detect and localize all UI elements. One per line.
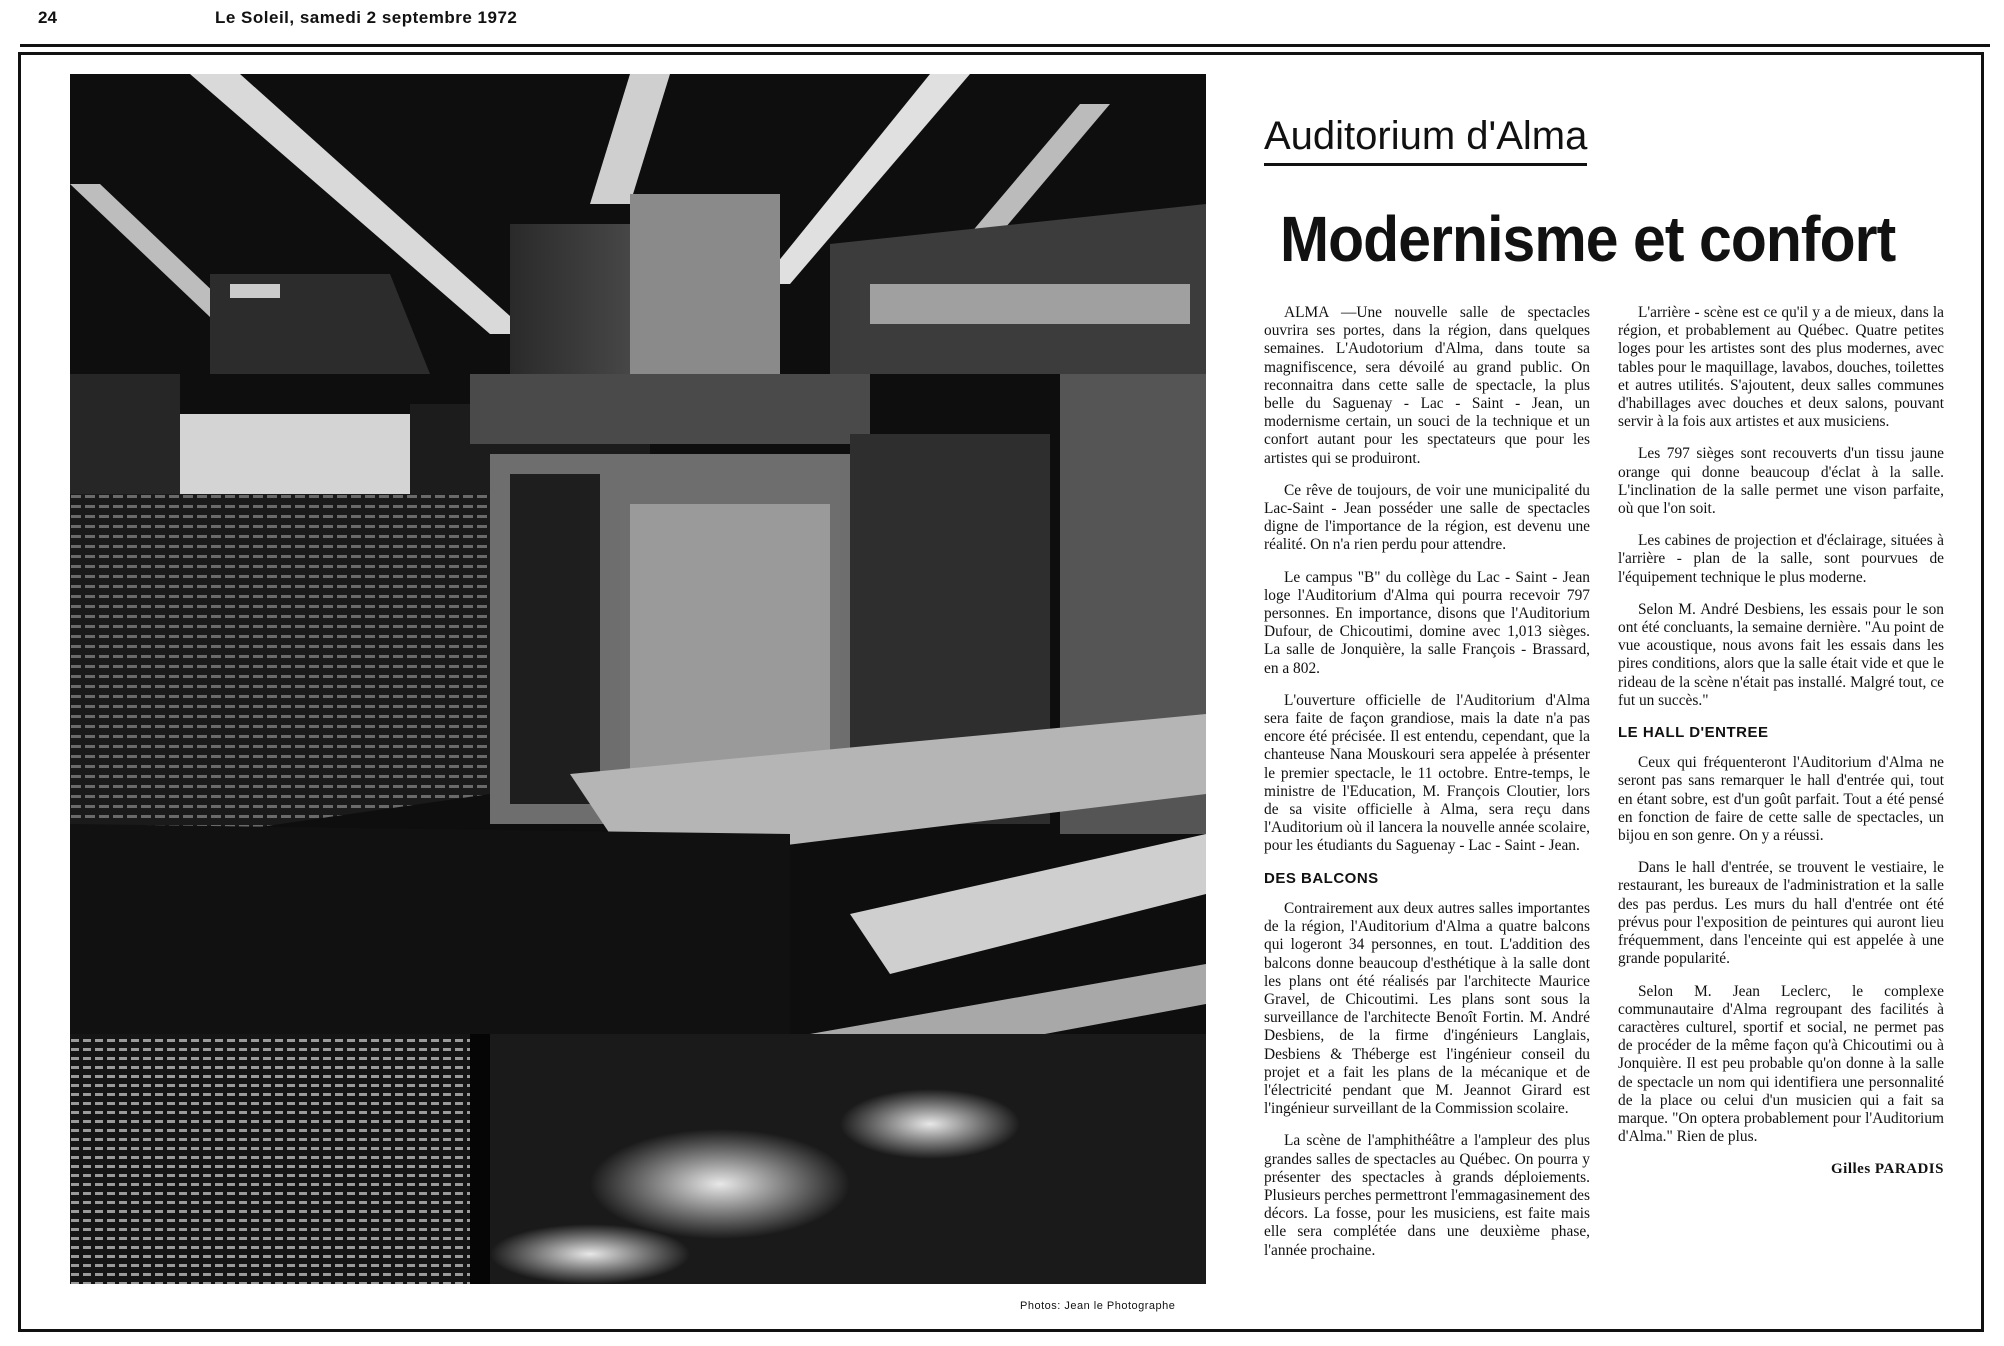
article-kicker: Auditorium d'Alma [1264, 114, 1587, 166]
paragraph: Les 797 sièges sont recouverts d'un tissu jaune orange qui donne beaucoup d'éclat à la salle. L'inclination de la salle permet une vison parfaite, où que l'on soit. [1618, 445, 1944, 518]
paragraph: Contrairement aux deux autres salles importantes de la région, l'Auditorium d'Alma a quatre balcons qui logeront 34 personnes, en tout. L'addition des balcons donne beaucoup d'esthétique à la salle dont les plans ont été réalisés par l'architecte Maurice Gravel, de Chicoutimi. Les plans sont sous la surveillance de l'architecte Benoît Fortin. M. André Desbiens, de la firme d'ingénieurs Langlais, Desbiens & Théberge est l'ingénieur conseil du projet et a fait les plans de la mécanique et de l'électricité pendant que M. Jeannot Girard est l'ingénieur surveillant de la Commission scolaire. [1264, 899, 1590, 1118]
article-body [1264, 304, 1944, 1304]
paragraph: L'ouverture officielle de l'Auditorium d'Alma sera faite de façon grandiose, mais la date n'a pas encore été précisée. Il est entendu, cependant, que la chanteuse Nana Mouskouri sera appelée à présenter le premier spectacle, le 11 octobre. Entre-temps, le ministre de l'Education, M. François Cloutier, lors de sa visite officielle à Alma, sera reçu dans l'Auditorium où il lancera la nouvelle année scolaire, pour les étudiants du Saguenay - Lac - Saint - Jean. [1264, 691, 1590, 855]
auditorium-photo-icon [70, 74, 1206, 1284]
paragraph: L'arrière - scène est ce qu'il y a de mieux, dans la région, et probablement au Québec. Quatre petites loges pour les artistes sont des plus modernes, avec tables pour le maquillage, lavabos, douches, toilettes et autres utilités. S'ajoutent, deux salles communes d'habillages avec douches et deux salons, pouvant servir à la fois aux artistes et aux musiciens. [1618, 304, 1944, 431]
paragraph: Ceux qui fréquenteront l'Auditorium d'Alma ne seront pas sans remarquer le hall d'entrée qui, tout en étant sobre, est d'un goût parfait. Tout a été pensé en fonction de faire de cette salle de spectacles, un bijou en son genre. On y a réussi. [1618, 754, 1944, 845]
dateline: Le Soleil, samedi 2 septembre 1972 [215, 8, 518, 27]
article [1240, 74, 1960, 1314]
header-rule [20, 44, 1990, 47]
auditorium-photo [70, 74, 1206, 1284]
paragraph: Les cabines de projection et d'éclairage, situées à l'arrière - plan de la salle, sont pourvues de l'équipement technique le plus moderne. [1618, 532, 1944, 586]
subheading-hall: LE HALL D'ENTREE [1618, 724, 1769, 742]
photo-credit: Photos: Jean le Photographe [1020, 1300, 1176, 1312]
paragraph: Dans le hall d'entrée, se trouvent le vestiaire, le restaurant, les bureaux de l'administration et la salle des pas perdus. Les murs du hall d'entrée ont été prévus pour l'exposition de peintures qui auront lieu fréquemment, dans l'enceinte qui est appelée à une grande popularité. [1618, 859, 1944, 968]
article-headline: Modernisme et confort [1280, 203, 1896, 275]
byline: Gilles PARADIS [1831, 1161, 1944, 1178]
paragraph: Selon M. André Desbiens, les essais pour le son ont été concluants, la semaine dernière. "Au point de vue acoustique, nous avons fait les essais dans les pires conditions, alors que la salle était vide et que le rideau de la scène n'était pas installé. Malgré tout, ce fut un succès." [1618, 600, 1944, 709]
paragraph: La scène de l'amphithéâtre a l'ampleur des plus grandes salles de spectacles au Québec. On pourra y présenter des spectacles à grands déploiements. Plusieurs perches permettront l'emmagasinement des décors. La fosse, pour les musiciens, est faite mais elle sera complétée dans une deuxième phase, l'année prochaine. [1264, 1132, 1590, 1259]
paragraph: Ce rêve de toujours, de voir une municipalité du Lac-Saint - Jean posséder une salle de spectacles digne de l'importance de la région, est devenu une réalité. On n'a rien perdu pour attendre. [1264, 481, 1590, 554]
page-header [0, 0, 2004, 40]
subheading-balcons: DES BALCONS [1264, 869, 1379, 887]
page-number: 24 [38, 8, 57, 27]
paragraph: ALMA —Une nouvelle salle de spectacles ouvrira ses portes, dans la région, dans quelques semaines. L'Audotorium d'Alma, dans toute sa magnifiscence, sera dévoilé au grand public. On reconnaitra dans cette salle de spectacle, la plus belle du Saguenay - Lac - Saint - Jean, un modernisme certain, un souci de la technique et un confort autant pour les spectateurs que pour les artistes qui se produiront. [1264, 304, 1590, 467]
paragraph: Le campus "B" du collège du Lac - Saint - Jean loge l'Auditorium d'Alma qui pourra recevoir 797 personnes. En importance, disons que l'Auditorium Dufour, de Chicoutimi, domine avec 1,013 sièges. La salle de Jonquière, la salle François - Brassard, en a 802. [1264, 568, 1590, 677]
paragraph: Selon M. Jean Leclerc, le complexe communautaire d'Alma regroupant des facilités à caractères culturel, sportif et social, ne permet pas de procéder de la même façon qu'à Chicoutimi ou à Jonquière. Il est peu probable qu'on donne à la salle de spectacle un nom qui identifiera une personnalité de la place ou celui d'un musicien qui a fait sa marque. "On optera probablement pour l'Auditorium d'Alma." Rien de plus. [1618, 982, 1944, 1146]
